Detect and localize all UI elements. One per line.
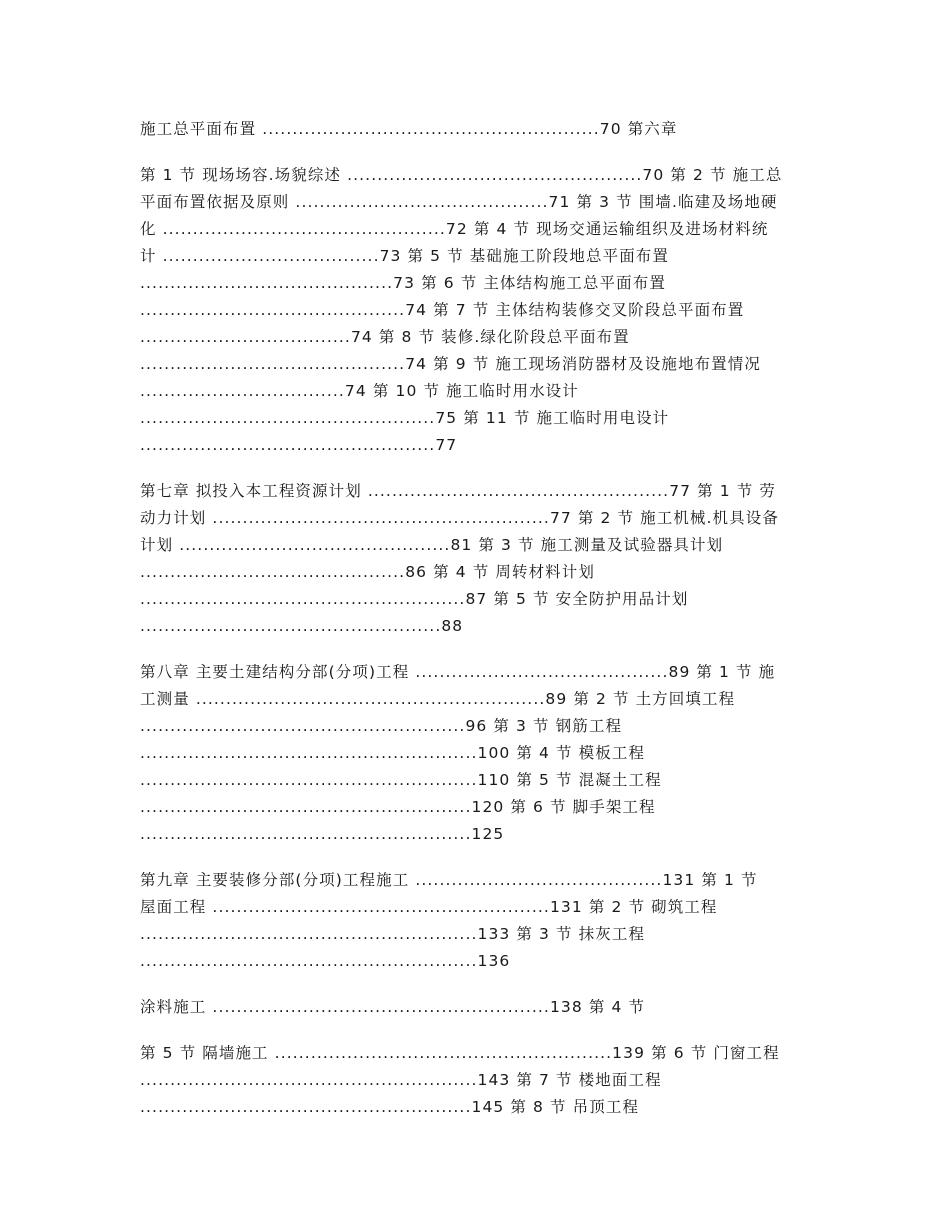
toc-line: 涂料施工 ........................................................138 第 4 节	[140, 998, 646, 1016]
toc-line: 第 5 节 隔墙施工 ........................................................139 第 6 节 门窗工程	[140, 1044, 780, 1062]
toc-line: ..................................74 第 10 节 施工临时用水设计	[140, 382, 579, 400]
toc-line: .......................................................125	[140, 825, 505, 843]
toc-line: 施工总平面布置 ........................................................70 第六章	[140, 120, 678, 138]
toc-line: .......................................................120 第 6 节 脚手架工程	[140, 798, 656, 816]
toc-line: ...................................74 第 8 节 装修.绿化阶段总平面布置	[140, 328, 630, 346]
toc-line: ..........................................73 第 6 节 主体结构施工总平面布置	[140, 274, 666, 292]
toc-line: 计划 .............................................81 第 3 节 施工测量及试验器具计划	[140, 536, 724, 554]
toc-line: ............................................74 第 7 节 主体结构装修交叉阶段总平面布置	[140, 301, 745, 319]
toc-line: .......................................................145 第 8 节 吊顶工程	[140, 1098, 640, 1116]
toc-line: ............................................74 第 9 节 施工现场消防器材及设施地布置情况	[140, 355, 761, 373]
toc-line: 屋面工程 ........................................................131 第 2 节 砌筑工程	[140, 898, 718, 916]
toc-line: 计 ....................................73 第 5 节 基础施工阶段地总平面布置	[140, 247, 669, 265]
toc-line: ......................................................87 第 5 节 安全防护用品计划	[140, 590, 689, 608]
toc-line: 平面布置依据及原则 ..........................................71 第 3 节 围墙.临建及场地硬	[140, 193, 778, 211]
toc-line: ........................................................100 第 4 节 模板工程	[140, 744, 646, 762]
toc-line: 第七章 拟投入本工程资源计划 ..................................................77 第 1 节 劳	[140, 482, 776, 500]
toc-line: 工测量 ..........................................................89 第 2 节 土方回填工程	[140, 690, 736, 708]
toc-line: ........................................................143 第 7 节 楼地面工程	[140, 1071, 662, 1089]
toc-line: 第九章 主要装修分部(分项)工程施工 .........................................131 第 1 节	[140, 871, 758, 889]
toc-line: 第八章 主要土建结构分部(分项)工程 ..........................................89 第 1 节 施	[140, 663, 776, 681]
toc-line: ......................................................96 第 3 节 钢筋工程	[140, 717, 623, 735]
toc-line: ........................................................133 第 3 节 抹灰工程	[140, 925, 646, 943]
toc-line: 第 1 节 现场场容.场貌综述 .................................................70 第 2 节 施工总	[140, 166, 783, 184]
toc-line: ............................................86 第 4 节 周转材料计划	[140, 563, 595, 581]
toc-line: ..................................................88	[140, 617, 464, 635]
toc-line: .................................................77	[140, 436, 458, 454]
toc-line: .................................................75 第 11 节 施工临时用电设计	[140, 409, 670, 427]
toc-line: 动力计划 ........................................................77 第 2 节 施工机械.机具设备	[140, 509, 779, 527]
toc-line: ........................................................110 第 5 节 混凝土工程	[140, 771, 662, 789]
toc-line: ........................................................136	[140, 952, 511, 970]
toc-line: 化 ...............................................72 第 4 节 现场交通运输组织及进场材料统	[140, 220, 769, 238]
